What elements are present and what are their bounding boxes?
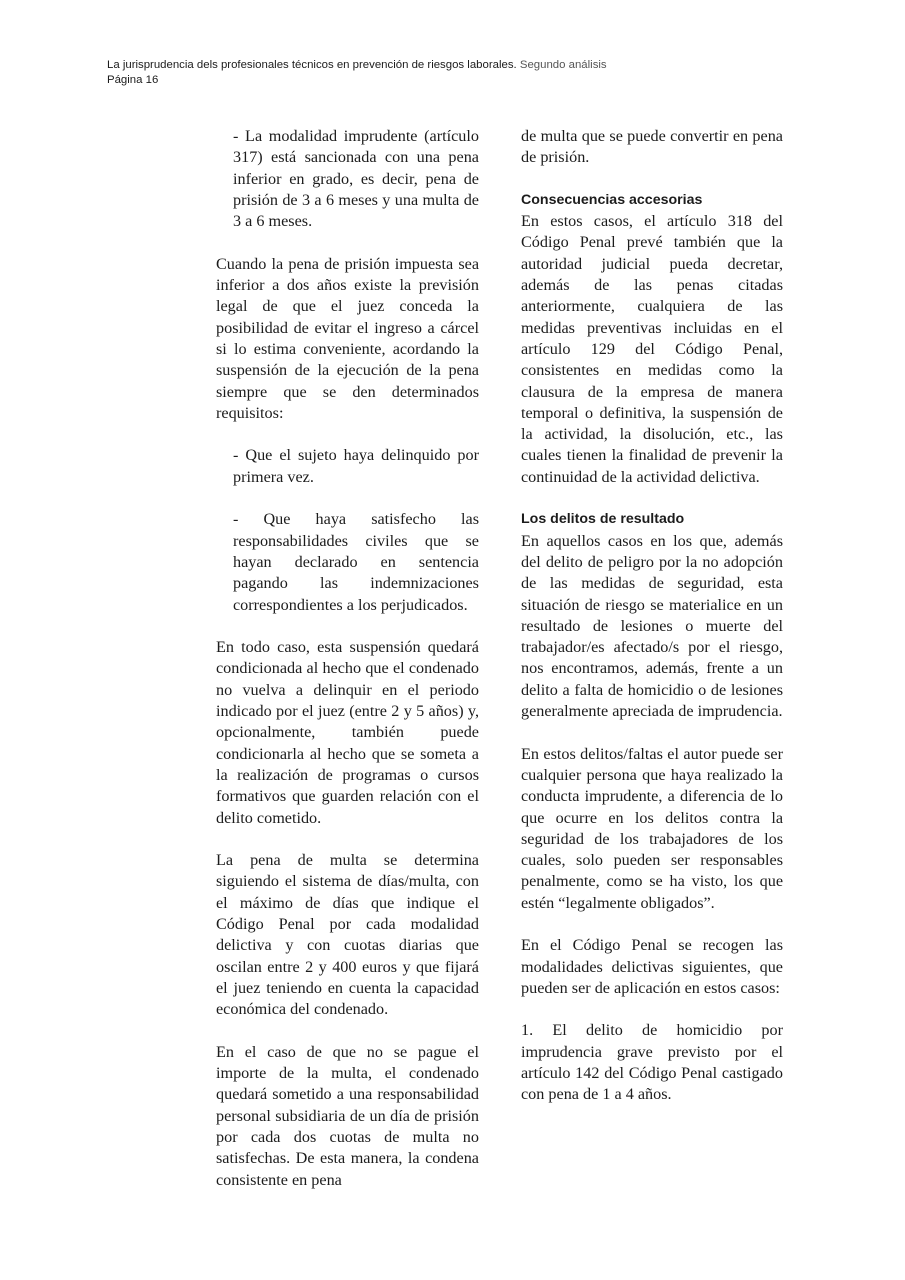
page-number: Página 16 [107, 74, 159, 86]
paragraph: de multa que se puede convertir en pena de prisión. [521, 127, 783, 167]
paragraph: 1. El delito de homicidio por imprudencia grave previsto por el artículo 142 del Código Penal castigado con pena de 1 a 4 años. [521, 1021, 783, 1104]
header-title-line [107, 58, 607, 73]
paragraph: En todo caso, esta suspensión quedará condicionada al hecho que el condenado no vuelva a delinquir en el periodo indicado por el juez (entre 2 y 5 años) y, opcionalmente, también puede condicionarla al hecho que se someta a la realización de programas o cursos formativos que guarden relación con el delito cometido. [216, 638, 479, 827]
section-heading: Los delitos de resultado [521, 511, 685, 528]
paragraph: En estos delitos/faltas el autor puede ser cualquier persona que haya realizado la conducta imprudente, a diferencia de lo que ocurre en los delitos contra la seguridad de los trabajadores de los cuales, solo pueden ser responsables penalmente, como se ha visto, los que estén “legalmente obligados”. [521, 744, 783, 912]
left-column [216, 126, 479, 1191]
paragraph: En el caso de que no se pague el importe de la multa, el condenado quedará sometido a una responsabilidad personal subsidiaria de un día de prisión por cada dos cuotas de multa no satisfechas. De esta manera, la condena consistente en pena [216, 1042, 479, 1189]
paragraph: En estos casos, el artículo 318 del Código Penal prevé también que la autoridad judicial pueda decretar, además de las penas citadas anteriormente, cualquiera de las medidas preventivas incluidas en el artículo 129 del Código Penal, consistentes en medidas como la clausura de la empresa de manera temporal o definitiva, la suspensión de la actividad, la disolución, etc., las cuales tienen la finalidad de prevenir la continuidad de la actividad delictiva. [521, 212, 783, 486]
paragraph: - Que haya satisfecho las responsabilidades civiles que se hayan declarado en sentencia pagando las indemnizaciones correspondientes a los perjudicados. [233, 510, 479, 614]
right-column [521, 126, 783, 1106]
section-heading: Consecuencias accesorias [521, 191, 703, 208]
paragraph: La pena de multa se determina siguiendo el sistema de días/multa, con el máximo de días que indique el Código Penal por cada modalidad delictiva y con cuotas diarias que oscilan entre 2 y 400 euros y que fijará el juez teniendo en cuenta la capacidad económica del condenado. [216, 851, 479, 1019]
paragraph: En el Código Penal se recogen las modalidades delictivas siguientes, que pueden ser de aplicación en estos casos: [521, 936, 783, 997]
paragraph: - La modalidad imprudente (artículo 317) está sancionada con una pena inferior en grado, es decir, pena de prisión de 3 a 6 meses y una multa de 3 a 6 meses. [233, 127, 479, 231]
header-subtitle: Segundo análisis [519, 59, 607, 71]
header-title: La jurisprudencia dels profesionales técnicos en prevención de riesgos laborales. [107, 59, 517, 71]
paragraph: Cuando la pena de prisión impuesta sea inferior a dos años existe la previsión legal de que el juez conceda la posibilidad de evitar el ingreso a cárcel si lo estima conveniente, acordando la suspensión de la ejecución de la pena siempre que se den determinados requisitos: [216, 254, 479, 422]
paragraph: En aquellos casos en los que, además del delito de peligro por la no adopción de las medidas de seguridad, esta situación de riesgo se materialice en un resultado de lesiones o muerte del trabajador/es afectado/s por el riesgo, nos encontramos, además, frente a un delito a falta de homicidio o de lesiones generalmente apreciada de imprudencia. [521, 531, 783, 721]
paragraph: - Que el sujeto haya delinquido por primera vez. [233, 446, 479, 486]
running-header [107, 58, 607, 88]
